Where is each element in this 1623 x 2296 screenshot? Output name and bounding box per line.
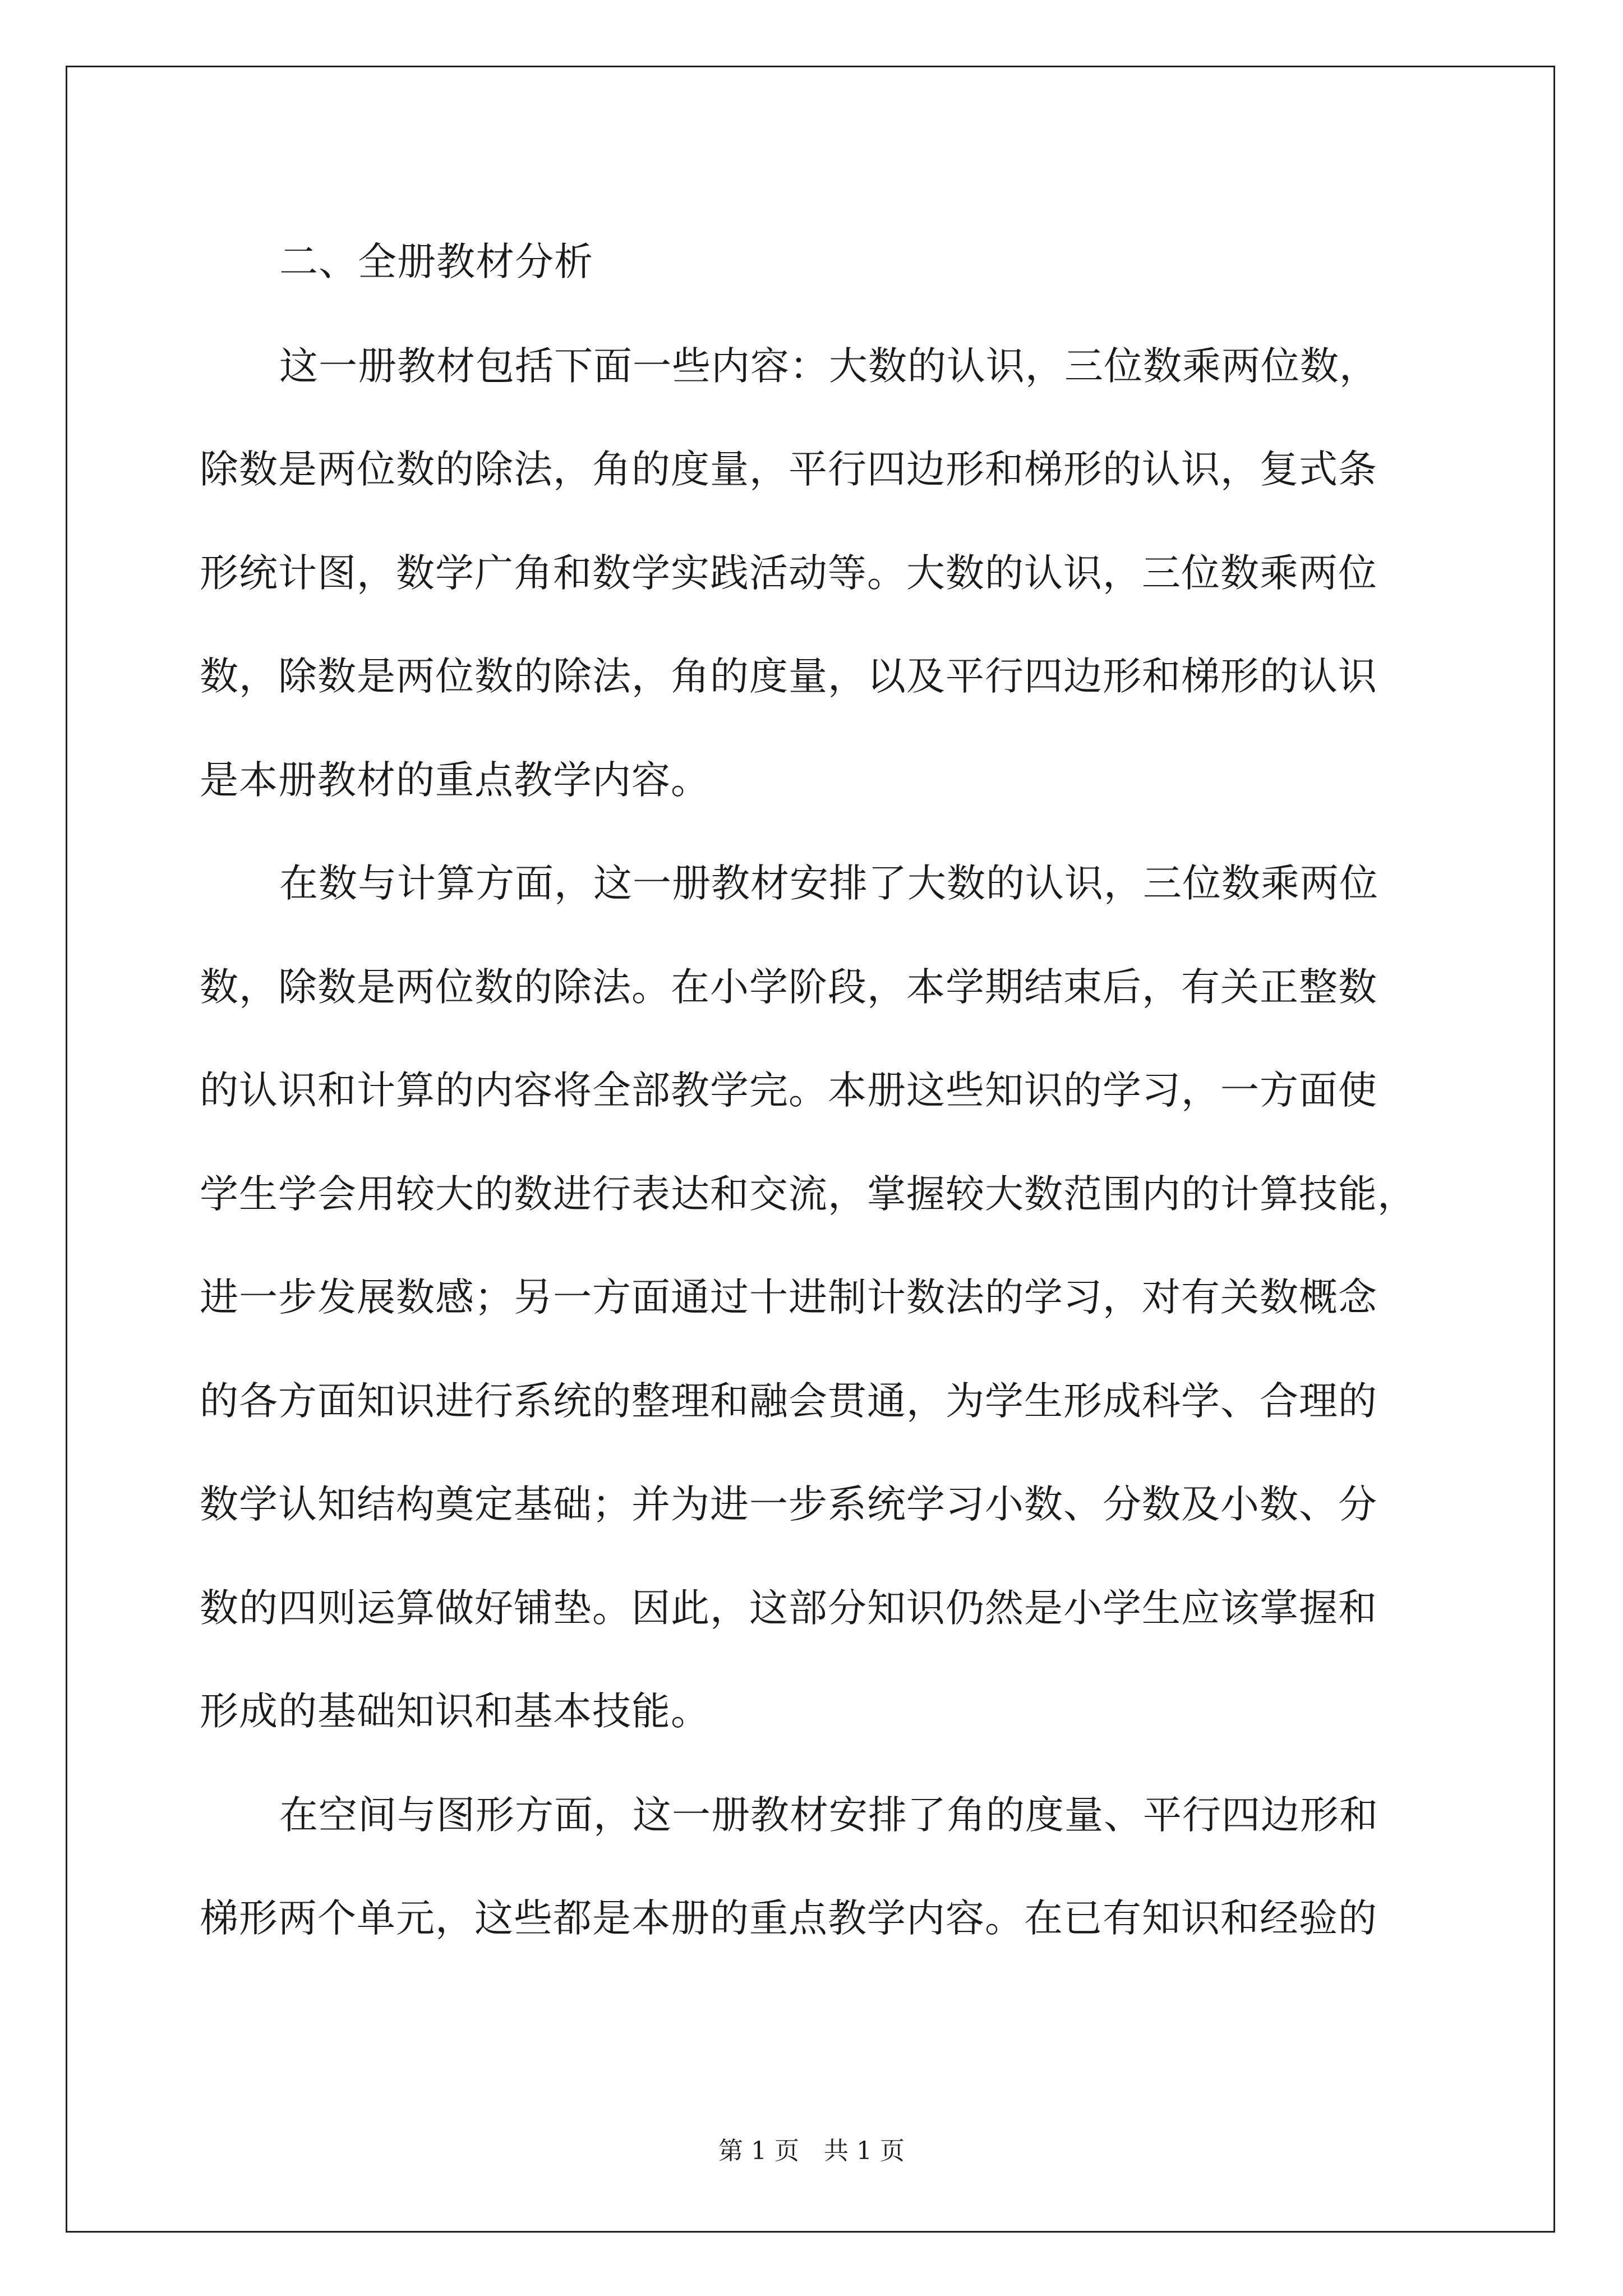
section-heading: 二、全册教材分析 — [279, 240, 593, 284]
paragraph-line: 数，除数是两位数的除法，角的度量，以及平行四边形和梯形的认识 — [200, 654, 1377, 699]
paragraph-line: 形统计图，数学广角和数学实践活动等。大数的认识，三位数乘两位 — [200, 551, 1377, 596]
paragraph-line: 数的四则运算做好铺垫。因此，这部分知识仍然是小学生应该掌握和 — [200, 1586, 1377, 1631]
paragraph-line: 数学认知结构奠定基础；并为进一步系统学习小数、分数及小数、分 — [200, 1482, 1377, 1527]
paragraph-line: 的各方面知识进行系统的整理和融会贯通，为学生形成科学、合理的 — [200, 1379, 1377, 1424]
paragraph-line: 数，除数是两位数的除法。在小学阶段，本学期结束后，有关正整数 — [200, 965, 1377, 1010]
paragraph-line: 进一步发展数感；另一方面通过十进制计数法的学习，对有关数概念 — [200, 1275, 1377, 1320]
paragraph-line: 在数与计算方面，这一册教材安排了大数的认识，三位数乘两位 — [279, 861, 1378, 906]
paragraph-line: 梯形两个单元，这些都是本册的重点教学内容。在已有知识和经验的 — [200, 1896, 1377, 1941]
paragraph-line: 是本册教材的重点教学内容。 — [200, 758, 710, 803]
paragraph-line: 除数是两位数的除法，角的度量，平行四边形和梯形的认识，复式条 — [200, 447, 1377, 492]
paragraph-line: 的认识和计算的内容将全部教学完。本册这些知识的学习，一方面使 — [200, 1068, 1377, 1113]
paragraph-line: 在空间与图形方面，这一册教材安排了角的度量、平行四边形和 — [279, 1793, 1378, 1838]
paragraph-line: 形成的基础知识和基本技能。 — [200, 1689, 710, 1734]
paragraph-line: 学生学会用较大的数进行表达和交流，掌握较大数范围内的计算技能， — [200, 1172, 1417, 1217]
page-number-footer: 第 1 页 共 1 页 — [718, 2137, 905, 2165]
paragraph-line: 这一册教材包括下面一些内容：大数的认识，三位数乘两位数， — [279, 344, 1378, 389]
